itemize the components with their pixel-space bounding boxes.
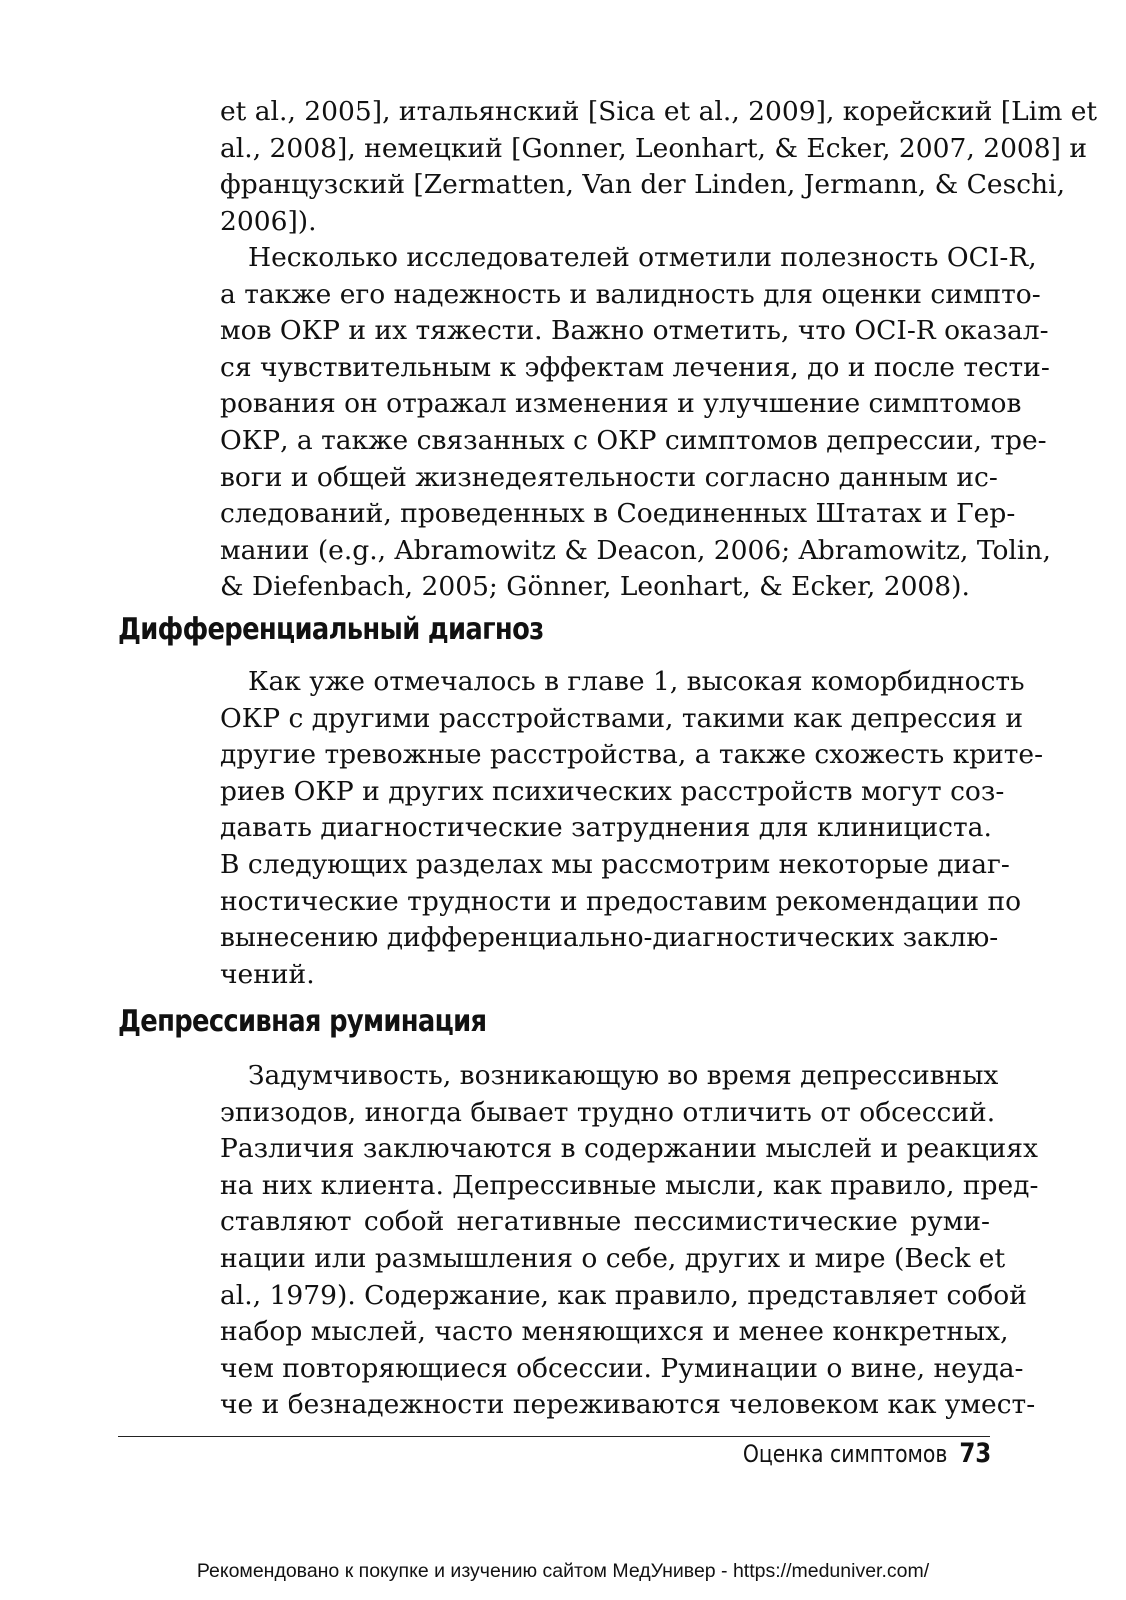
running-head xyxy=(743,1438,991,1469)
text-line: & Diefenbach, 2005; Gönner, Leonhart, & Ecker, 2008). xyxy=(220,571,970,603)
text-line: мов ОКР и их тяжести. Важно отметить, что OCI-R оказал- xyxy=(220,315,1049,347)
paragraph-depressive-rumination xyxy=(220,1058,1039,1424)
text-line: рования он отражал изменения и улучшение симптомов xyxy=(220,388,1022,420)
text-line: вынесению дифференциально-диагностических заклю- xyxy=(220,922,999,954)
paragraph-oci-r xyxy=(220,240,1051,606)
footer-rule xyxy=(118,1436,990,1437)
text-line: ОКР, а также связанных с ОКР симптомов депрессии, тре- xyxy=(220,424,1047,456)
running-head-title: Оценка симптомов xyxy=(742,1440,948,1468)
text-line: а также его надежность и валидность для оценки симпто- xyxy=(220,278,1041,310)
watermark-note: Рекомендовано к покупке и изучению сайтом МедУнивер - https://meduniver.com/ xyxy=(196,1560,930,1582)
text-line: В следующих разделах мы рассмотрим некоторые диаг- xyxy=(220,848,1010,880)
text-line: et al., 2005], итальянский [Sica et al., 2009], корейский [Lim et xyxy=(220,96,1098,127)
text-line: воги и общей жизнедеятельности согласно данным ис- xyxy=(220,461,998,493)
text-line: нации или размышления о себе, других и мире (Beck et xyxy=(220,1242,1006,1274)
page-number: 73 xyxy=(959,1438,991,1469)
text-line: ставляют собой негативные пессимистические руми- xyxy=(220,1206,990,1238)
text-line: al., 2008], немецкий [Gonner, Leonhart, & Ecker, 2007, 2008] и xyxy=(220,132,1088,164)
text-line: Как уже отмечалось в главе 1, высокая коморбидность xyxy=(248,666,1025,697)
text-line: следований, проведенных в Соединенных Штатах и Гер- xyxy=(220,498,1016,530)
text-line: Различия заключаются в содержании мыслей и реакциях xyxy=(220,1133,1038,1165)
text-line: риев ОКР и других психических расстройств могут соз- xyxy=(220,775,1005,807)
text-line: ся чувствительным к эффектам лечения, до и после тести- xyxy=(220,351,1050,383)
text-line: ностические трудности и предоставим рекомендации по xyxy=(220,885,1022,917)
text-line: Несколько исследователей отметили полезность OCI-R, xyxy=(248,242,1037,273)
paragraph-differential-diagnosis xyxy=(220,664,1044,993)
text-line: 2006]). xyxy=(220,205,317,237)
text-line: чем повторяющиеся обсессии. Руминации о вине, неуда- xyxy=(220,1352,1024,1384)
top-paragraph xyxy=(220,94,1098,240)
text-line: Задумчивость, возникающую во время депрессивных xyxy=(248,1060,999,1091)
text-line: мании (e.g., Abramowitz & Deacon, 2006; Abramowitz, Tolin, xyxy=(220,534,1051,566)
text-line: давать диагностические затруднения для клинициста. xyxy=(220,812,992,844)
text-line: другие тревожные расстройства, а также схожесть крите- xyxy=(220,739,1044,771)
text-line: французский [Zermatten, Van der Linden, Jermann, & Ceschi, xyxy=(220,169,1066,201)
text-line: эпизодов, иногда бывает трудно отличить от обсессий. xyxy=(220,1096,996,1128)
text-line: че и безнадежности переживаются человеком как умест- xyxy=(220,1389,1036,1421)
text-line: al., 1979). Содержание, как правило, представляет собой xyxy=(220,1279,1027,1311)
text-line: чений. xyxy=(220,958,315,990)
text-line: набор мыслей, часто меняющихся и менее конкретных, xyxy=(220,1316,1009,1348)
section-heading-differential-diagnosis: Дифференциальный диагноз xyxy=(118,612,544,647)
text-line: на них клиента. Депрессивные мысли, как правило, пред- xyxy=(220,1169,1039,1201)
section-heading-depressive-rumination: Депрессивная руминация xyxy=(118,1004,487,1039)
text-line: ОКР с другими расстройствами, такими как депрессия и xyxy=(220,702,1024,734)
